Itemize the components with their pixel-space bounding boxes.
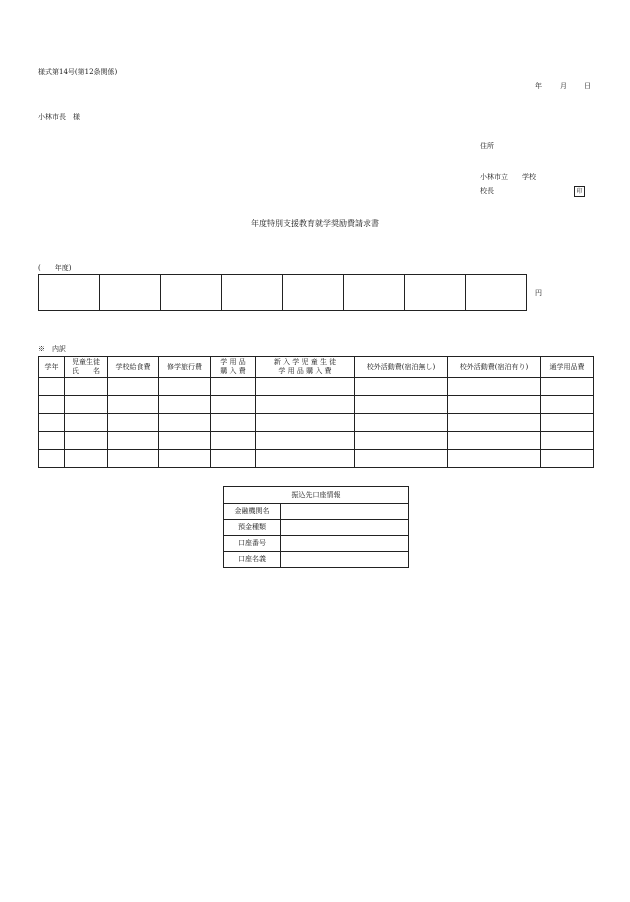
date-year: 年 [535, 82, 542, 90]
column-header-school-trip: 修学旅行費 [159, 357, 211, 378]
table-cell[interactable] [159, 378, 211, 396]
table-cell[interactable] [65, 378, 108, 396]
table-cell[interactable] [211, 414, 256, 432]
table-cell[interactable] [448, 378, 541, 396]
principal-label: 校長 [480, 187, 494, 195]
seal-mark: 印 [574, 186, 585, 197]
table-cell[interactable] [256, 414, 355, 432]
bank-row [224, 552, 409, 568]
fiscal-year-label: ( 年度) [38, 264, 72, 272]
table-cell[interactable] [541, 396, 594, 414]
account-holder-field[interactable] [281, 552, 409, 568]
table-cell[interactable] [108, 378, 159, 396]
table-cell[interactable] [108, 450, 159, 468]
breakdown-header-row [39, 357, 594, 378]
table-cell[interactable] [541, 432, 594, 450]
amount-digit-cell[interactable] [39, 275, 100, 310]
bank-row [224, 536, 409, 552]
account-number-label: 口座番号 [224, 536, 281, 552]
amount-digit-grid [38, 274, 527, 311]
column-header-grade: 学年 [39, 357, 65, 378]
column-header-outdoor-no-stay: 校外活動費(宿泊無し) [355, 357, 448, 378]
bank-row [224, 504, 409, 520]
column-header-outdoor-with-stay: 校外活動費(宿泊有り) [448, 357, 541, 378]
table-cell[interactable] [65, 432, 108, 450]
table-cell[interactable] [159, 396, 211, 414]
table-cell[interactable] [159, 450, 211, 468]
table-row [39, 432, 594, 450]
column-header-student-name: 児童生徒 氏 名 [65, 357, 108, 378]
table-row [39, 396, 594, 414]
table-cell[interactable] [39, 432, 65, 450]
bank-row [224, 520, 409, 536]
table-cell[interactable] [541, 450, 594, 468]
table-cell[interactable] [159, 432, 211, 450]
table-cell[interactable] [65, 450, 108, 468]
page-title: 年度特別支援教育就学奨励費請求書 [251, 219, 379, 228]
bank-header-row [224, 487, 409, 504]
column-header-new-student-supplies: 新 入 学 児 童 生 徒 学 用 品 購 入 費 [256, 357, 355, 378]
table-cell[interactable] [355, 450, 448, 468]
bank-name-label: 金融機関名 [224, 504, 281, 520]
breakdown-section-label: ※ 内訳 [38, 345, 66, 353]
table-cell[interactable] [355, 378, 448, 396]
table-cell[interactable] [355, 396, 448, 414]
table-cell[interactable] [108, 396, 159, 414]
school-label: 小林市立 学校 [480, 173, 536, 181]
table-cell[interactable] [256, 396, 355, 414]
deposit-type-field[interactable] [281, 520, 409, 536]
column-header-school-supplies: 学 用 品 購 入 費 [211, 357, 256, 378]
column-header-school-lunch: 学校給食費 [108, 357, 159, 378]
table-cell[interactable] [211, 378, 256, 396]
table-cell[interactable] [355, 432, 448, 450]
table-cell[interactable] [39, 396, 65, 414]
amount-digit-cell[interactable] [344, 275, 405, 310]
amount-digit-cell[interactable] [161, 275, 222, 310]
table-cell[interactable] [211, 432, 256, 450]
bank-name-field[interactable] [281, 504, 409, 520]
table-cell[interactable] [39, 414, 65, 432]
column-header-commute-supplies: 通学用品費 [541, 357, 594, 378]
table-cell[interactable] [65, 414, 108, 432]
bank-heading: 振込先口座情報 [224, 487, 409, 504]
breakdown-table [38, 356, 594, 468]
table-cell[interactable] [541, 378, 594, 396]
table-cell[interactable] [256, 378, 355, 396]
table-cell[interactable] [355, 414, 448, 432]
form-number: 様式第14号(第12条関係) [38, 68, 118, 76]
address-label: 住所 [480, 142, 494, 150]
table-cell[interactable] [65, 396, 108, 414]
bank-account-table [223, 486, 409, 568]
table-row [39, 378, 594, 396]
table-cell[interactable] [108, 414, 159, 432]
amount-digit-cell[interactable] [405, 275, 466, 310]
table-cell[interactable] [39, 450, 65, 468]
table-cell[interactable] [448, 432, 541, 450]
amount-digit-cell[interactable] [100, 275, 161, 310]
date-day: 日 [584, 82, 591, 90]
deposit-type-label: 預金種類 [224, 520, 281, 536]
table-cell[interactable] [448, 450, 541, 468]
table-cell[interactable] [211, 396, 256, 414]
table-cell[interactable] [211, 450, 256, 468]
table-cell[interactable] [256, 432, 355, 450]
table-cell[interactable] [541, 414, 594, 432]
table-cell[interactable] [108, 432, 159, 450]
amount-digit-cell[interactable] [283, 275, 344, 310]
amount-unit: 円 [535, 289, 542, 297]
table-cell[interactable] [39, 378, 65, 396]
amount-digit-cell[interactable] [222, 275, 283, 310]
table-row [39, 450, 594, 468]
table-row [39, 414, 594, 432]
table-cell[interactable] [159, 414, 211, 432]
account-number-field[interactable] [281, 536, 409, 552]
amount-digit-cell[interactable] [466, 275, 527, 310]
date-month: 月 [560, 82, 567, 90]
addressee: 小林市長 様 [38, 113, 80, 121]
table-cell[interactable] [448, 396, 541, 414]
account-holder-label: 口座名義 [224, 552, 281, 568]
table-cell[interactable] [448, 414, 541, 432]
table-cell[interactable] [256, 450, 355, 468]
